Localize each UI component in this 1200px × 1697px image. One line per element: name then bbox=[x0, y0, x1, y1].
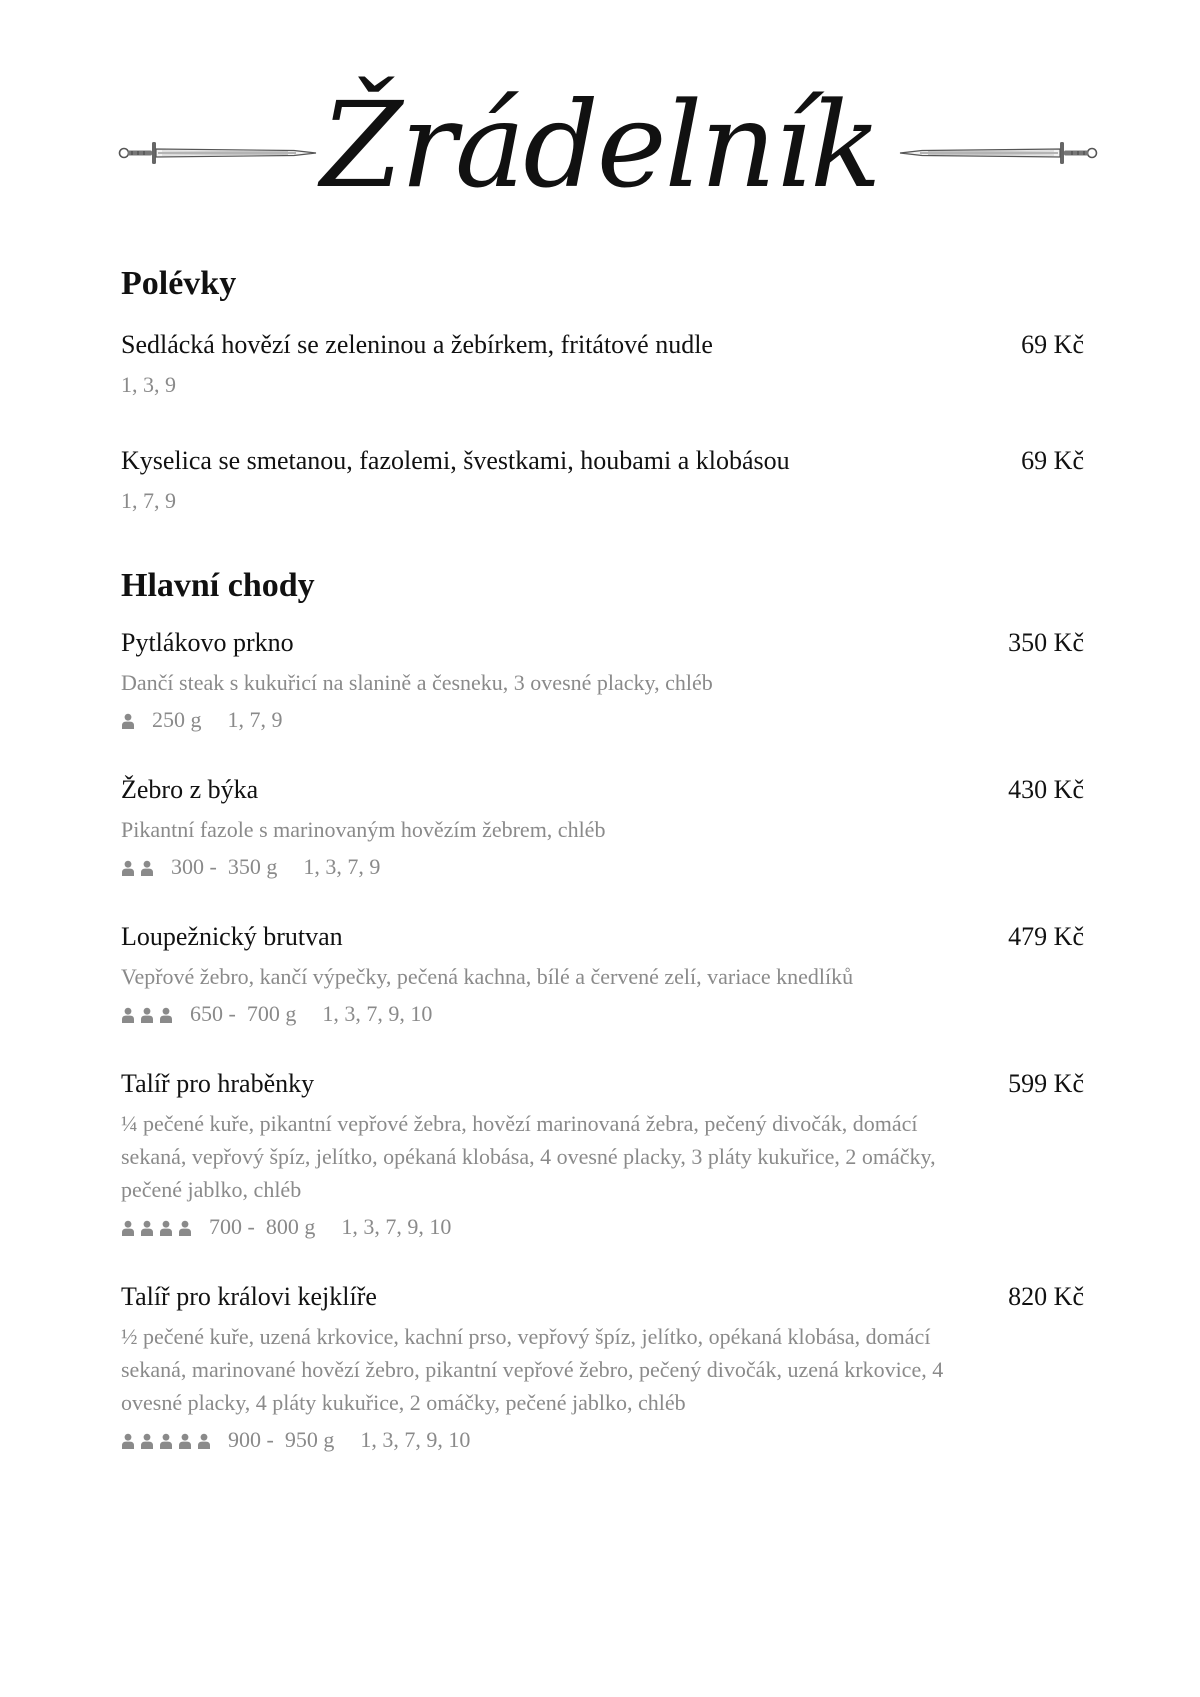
item-price: 430 Kč bbox=[1008, 775, 1084, 804]
item-price: 69 Kč bbox=[1021, 446, 1084, 475]
person-icon bbox=[159, 1433, 173, 1449]
item-weight: 300 - 350 g bbox=[171, 854, 278, 879]
person-icon bbox=[140, 860, 154, 876]
item-description: ¼ pečené kuře, pikantní vepřové žebra, hovězí marinovaná žebra, pečený divočák, domácí sekaná, vepřový špíz, jelítko, opékaná klobása, 4 ovesné placky, 3 pláty kukuřice, 2 omáčky, pečené jablko, chléb bbox=[121, 1111, 936, 1202]
item-name: Pytlákovo prkno bbox=[121, 628, 294, 657]
item-name: Kyselica se smetanou, fazolemi, švestkami, houbami a klobásou bbox=[121, 446, 790, 475]
item-name: Talíř pro hraběnky bbox=[121, 1069, 315, 1098]
person-icon bbox=[121, 1007, 135, 1023]
serving-size-icons bbox=[121, 1431, 216, 1449]
person-icon bbox=[121, 1433, 135, 1449]
person-icon bbox=[178, 1220, 192, 1236]
serving-size-icons bbox=[121, 1218, 197, 1236]
item-name: Talíř pro královi kejklíře bbox=[121, 1282, 377, 1311]
item-price: 69 Kč bbox=[1021, 330, 1084, 359]
item-description: ½ pečené kuře, uzená krkovice, kachní prso, vepřový špíz, jelítko, opékaná klobása, domácí sekaná, marinované hovězí žebro, pikantní vepřové žebro, pečený divočák, uzená krkovice, 4 ovesné placky, 4 pláty kukuřice, 2 omáčky, pečené jablko, chléb bbox=[121, 1324, 944, 1415]
person-icon bbox=[121, 713, 135, 729]
section-title-soups: Polévky bbox=[121, 265, 237, 302]
menu-item bbox=[121, 920, 1084, 1029]
menu-item bbox=[121, 626, 1084, 735]
person-icon bbox=[178, 1433, 192, 1449]
menu-content bbox=[121, 262, 1084, 1455]
item-description: Pikantní fazole s marinovaným hovězím žebrem, chléb bbox=[121, 817, 606, 842]
menu-item bbox=[121, 1067, 1084, 1242]
menu-title: Žrádelník bbox=[320, 76, 880, 214]
person-icon bbox=[197, 1433, 211, 1449]
item-price: 820 Kč bbox=[1008, 1282, 1084, 1311]
person-icon bbox=[140, 1007, 154, 1023]
serving-size-icons bbox=[121, 1005, 178, 1023]
item-allergens: 1, 3, 7, 9, 10 bbox=[341, 1214, 452, 1239]
menu-item bbox=[121, 1280, 1084, 1455]
item-name: Sedlácká hovězí se zeleninou a žebírkem, fritátové nudle bbox=[121, 330, 713, 359]
person-icon bbox=[140, 1220, 154, 1236]
item-weight: 250 g bbox=[152, 707, 202, 732]
menu-item bbox=[121, 328, 1084, 400]
item-allergens: 1, 3, 9 bbox=[121, 372, 176, 397]
serving-size-icons bbox=[121, 858, 159, 876]
item-price: 350 Kč bbox=[1008, 628, 1084, 657]
item-weight: 650 - 700 g bbox=[190, 1001, 297, 1026]
item-allergens: 1, 3, 7, 9 bbox=[303, 854, 381, 879]
menu-item bbox=[121, 444, 1084, 516]
person-icon bbox=[121, 1220, 135, 1236]
item-allergens: 1, 3, 7, 9, 10 bbox=[360, 1427, 471, 1452]
item-allergens: 1, 7, 9 bbox=[121, 488, 176, 513]
person-icon bbox=[140, 1433, 154, 1449]
serving-size-icons bbox=[121, 711, 140, 729]
person-icon bbox=[159, 1007, 173, 1023]
item-price: 479 Kč bbox=[1008, 922, 1084, 951]
sword-icon bbox=[898, 138, 1098, 168]
person-icon bbox=[121, 860, 135, 876]
menu-item bbox=[121, 773, 1084, 882]
item-price: 599 Kč bbox=[1008, 1069, 1084, 1098]
menu-header bbox=[0, 70, 1200, 230]
item-weight: 900 - 950 g bbox=[228, 1427, 335, 1452]
item-allergens: 1, 3, 7, 9, 10 bbox=[322, 1001, 433, 1026]
section-title-main-courses: Hlavní chody bbox=[121, 567, 315, 604]
item-description: Vepřové žebro, kančí výpečky, pečená kachna, bílé a červené zelí, variace knedlíků bbox=[121, 964, 854, 989]
item-allergens: 1, 7, 9 bbox=[227, 707, 283, 732]
sword-icon bbox=[118, 138, 318, 168]
person-icon bbox=[159, 1220, 173, 1236]
item-name: Loupežnický brutvan bbox=[121, 922, 343, 951]
item-weight: 700 - 800 g bbox=[209, 1214, 316, 1239]
item-description: Dančí steak s kukuřicí na slanině a česneku, 3 ovesné placky, chléb bbox=[121, 670, 713, 695]
item-name: Žebro z býka bbox=[121, 775, 259, 804]
